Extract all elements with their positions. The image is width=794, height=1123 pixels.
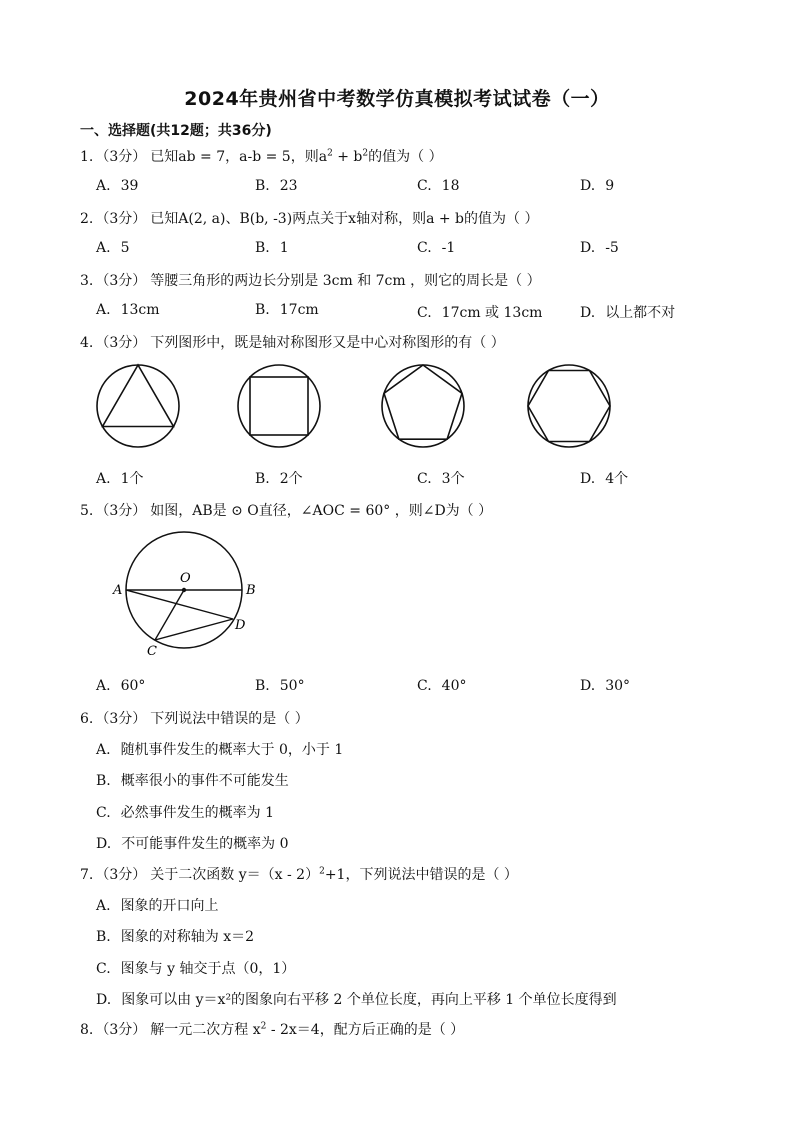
q1-option-a: A. 39	[96, 178, 139, 194]
q4-option-d: D. 4个	[580, 471, 629, 487]
q4-option-a: A. 1个	[96, 471, 144, 487]
q7-option-b: B. 图象的对称轴为 x＝2	[96, 929, 255, 945]
q5-option-d: D. 30°	[580, 678, 631, 694]
circle-inscribed-hexagon-figure	[522, 358, 622, 454]
q7-option-d: D. 图象可以由 y＝x²的图象向右平移 2 个单位长度，再向上平移 1 个单位长度得到	[96, 992, 617, 1008]
question-5: 5. （3分） 如图，AB是 ⊙ O直径，∠AOC = 60° ，则∠D为（ ）	[80, 503, 493, 519]
label-b: B	[246, 583, 256, 598]
q7-option-c: C. 图象与 y 轴交于点（0，1）	[96, 961, 296, 977]
q1-option-d: D. 9	[580, 178, 615, 194]
q6-option-c: C. 必然事件发生的概率为 1	[96, 805, 275, 821]
q6-option-a: A. 随机事件发生的概率大于 0，小于 1	[96, 742, 344, 758]
question-3: 3. （3分） 等腰三角形的两边长分别是 3cm 和 7cm ，则它的周长是（ ）	[80, 273, 541, 289]
question-6: 6. （3分） 下列说法中错误的是（ ）	[80, 711, 309, 727]
label-a: A	[113, 583, 123, 598]
q4-option-b: B. 2个	[255, 471, 303, 487]
q1-option-c: C. 18	[417, 178, 460, 194]
question-1: 1. （3分） 已知ab = 7，a-b = 5，则$a^2 + b^2$的值为（ ）	[80, 148, 443, 165]
q5-option-c: C. 40°	[417, 678, 467, 694]
circle-inscribed-square-figure	[232, 358, 332, 454]
circle-inscribed-pentagon-figure	[376, 358, 476, 454]
q2-option-c: C. -1	[417, 240, 456, 256]
q6-option-b: B. 概率很小的事件不可能发生	[96, 773, 289, 789]
q5-option-a: A. 60°	[96, 678, 146, 694]
q2-option-d: D. -5	[580, 240, 619, 256]
label-c: C	[147, 644, 157, 659]
q3-option-b: B. 17cm	[255, 302, 319, 318]
question-8: 8. （3分） 解一元二次方程 $x^2 - 2x=4$，配方后正确的是（ ）	[80, 1021, 465, 1038]
q4-option-c: C. 3个	[417, 471, 465, 487]
question-2: 2. （3分） 已知A(2, a)、B(b, -3)两点关于x轴对称，则a + b的值为（ ）	[80, 211, 539, 227]
q3-option-c: C. 17cm 或 13cm	[417, 305, 543, 321]
exam-title: 2024年贵州省中考数学仿真模拟考试试卷（一）	[184, 88, 610, 110]
q1-option-b: B. 23	[255, 178, 298, 194]
q2-option-a: A. 5	[96, 240, 130, 256]
q3-option-a: A. 13cm	[96, 302, 160, 318]
label-o: O	[180, 571, 191, 586]
q3-option-d: D. 以上都不对	[580, 305, 676, 321]
q6-option-d: D. 不可能事件发生的概率为 0	[96, 836, 289, 852]
question-7: 7. （3分） 关于二次函数 y＝（x - 2）$^2$+1，下列说法中错误的是（ ）	[80, 866, 518, 883]
q5-option-b: B. 50°	[255, 678, 305, 694]
q2-option-b: B. 1	[255, 240, 289, 256]
circle-inscribed-triangle-figure	[90, 358, 190, 454]
q7-option-a: A. 图象的开口向上	[96, 898, 219, 914]
label-d: D	[235, 618, 246, 633]
question-4: 4. （3分） 下列图形中，既是轴对称图形又是中心对称图形的有（ ）	[80, 335, 505, 351]
section-heading: 一、选择题(共12题；共36分)	[80, 123, 272, 139]
circle-diameter-figure	[104, 528, 264, 662]
